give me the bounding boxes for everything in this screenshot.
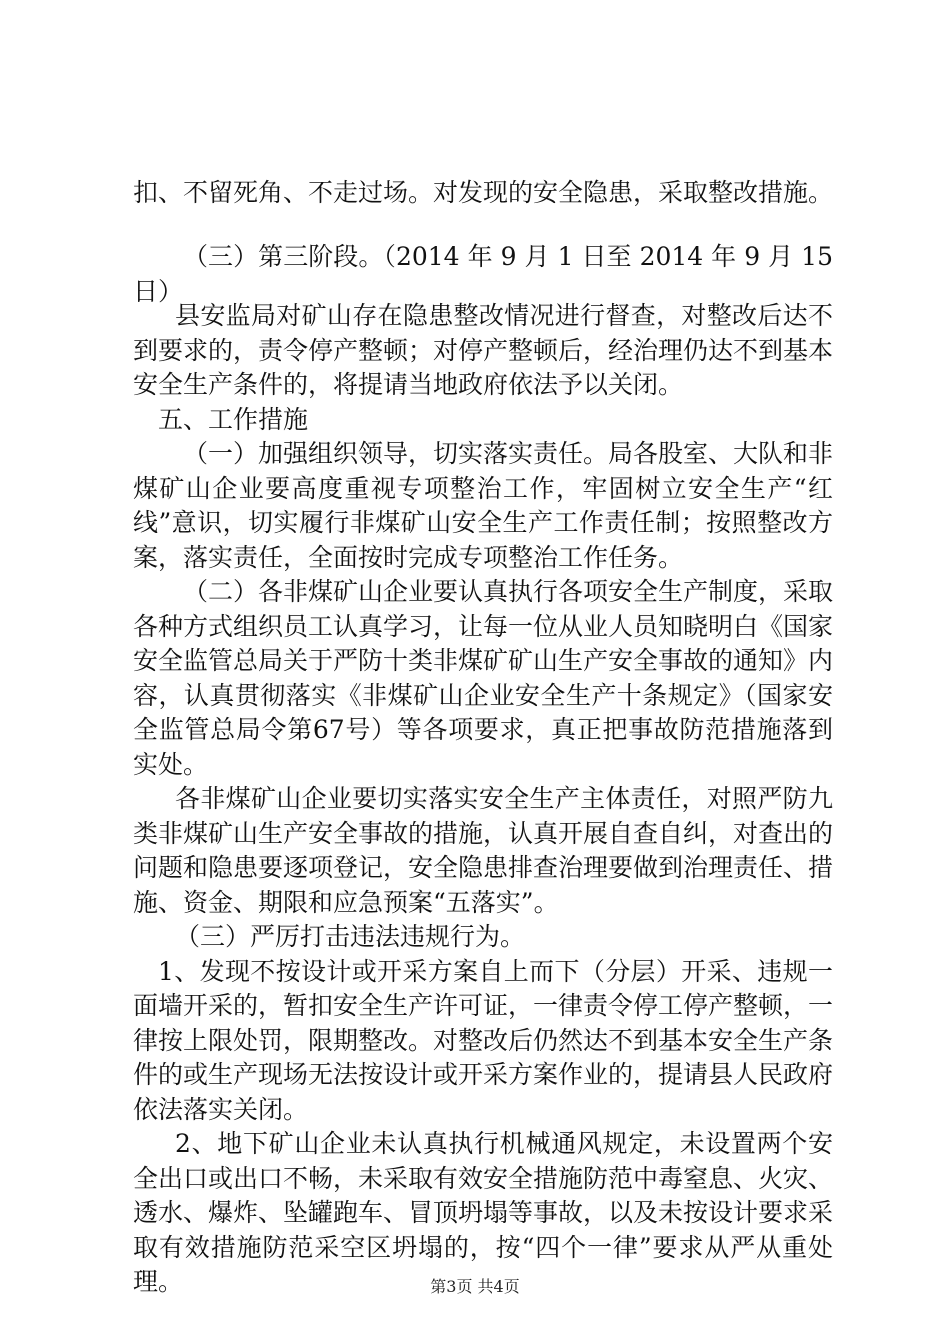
page-footer: 第3页 共4页 bbox=[430, 1277, 520, 1296]
measure1: （一）加强组织领导，切实落实责任。局各股室、大队和非煤矿山企业要高度重视专项整治工作，牢固树立安全生产“红线”意识，切实履行非煤矿山安全生产工作责任制；按照整改方案，落实责任，全面按时完成专项整治工作任务。 bbox=[133, 439, 834, 572]
section5-title: 五、工作措施 bbox=[158, 404, 309, 434]
item1: 1、发现不按设计或开采方案自上而下（分层）开采、违规一面墙开采的，暂扣安全生产许可证，一律责令停工停产整顿，一律按上限处罚，限期整改。对整改后仍然达不到基本安全生产条件的或生产现场无法按设计或开采方案作业的，提请县人民政府依法落实关闭。 bbox=[133, 956, 834, 1124]
measure2: （二）各非煤矿山企业要认真执行各项安全生产制度，采取各种方式组织员工认真学习，让每一位从业人员知晓明白《国家安全监管总局关于严防十类非煤矿矿山生产安全事故的通知》内容，认真贯彻落实《非煤矿山企业安全生产十条规定》（国家安全监管总局令第67号）等各项要求，真正把事故防范措施落到实处。 bbox=[133, 577, 834, 779]
measure3-title: （三）严厉打击违法违规行为。 bbox=[175, 922, 526, 951]
stage3-body: 县安监局对矿山存在隐患整改情况进行督查，对整改后达不到要求的，责令停产整顿；对停产整顿后，经治理仍达不到基本安全生产条件的，将提请当地政府依法予以关闭。 bbox=[133, 301, 834, 399]
item2: 2、地下矿山企业未认真执行机械通风规定，未设置两个安全出口或出口不畅，未采取有效安全措施防范中毒窒息、火灾、透水、爆炸、坠罐跑车、冒顶坍塌等事故，以及未按设计要求采取有效措施防范采空区坍塌的，按“四个一律”要求从严从重处理。 bbox=[133, 1129, 834, 1296]
stage3-heading: （三）第三阶段。（2014 年 9 月 1 日至 2014 年 9 月 15 日） bbox=[133, 242, 833, 306]
document-body bbox=[133, 299, 833, 1300]
top-fragment: 扣、不留死角、不走过场。对发现的安全隐患，采取整改措施。 bbox=[133, 178, 834, 207]
measure2-cont: 各非煤矿山企业要切实落实安全生产主体责任，对照严防九类非煤矿山生产安全事故的措施，认真开展自查自纠，对查出的问题和隐患要逐项登记，安全隐患排查治理要做到治理责任、措施、资金、期限和应急预案“五落实”。 bbox=[133, 784, 834, 917]
